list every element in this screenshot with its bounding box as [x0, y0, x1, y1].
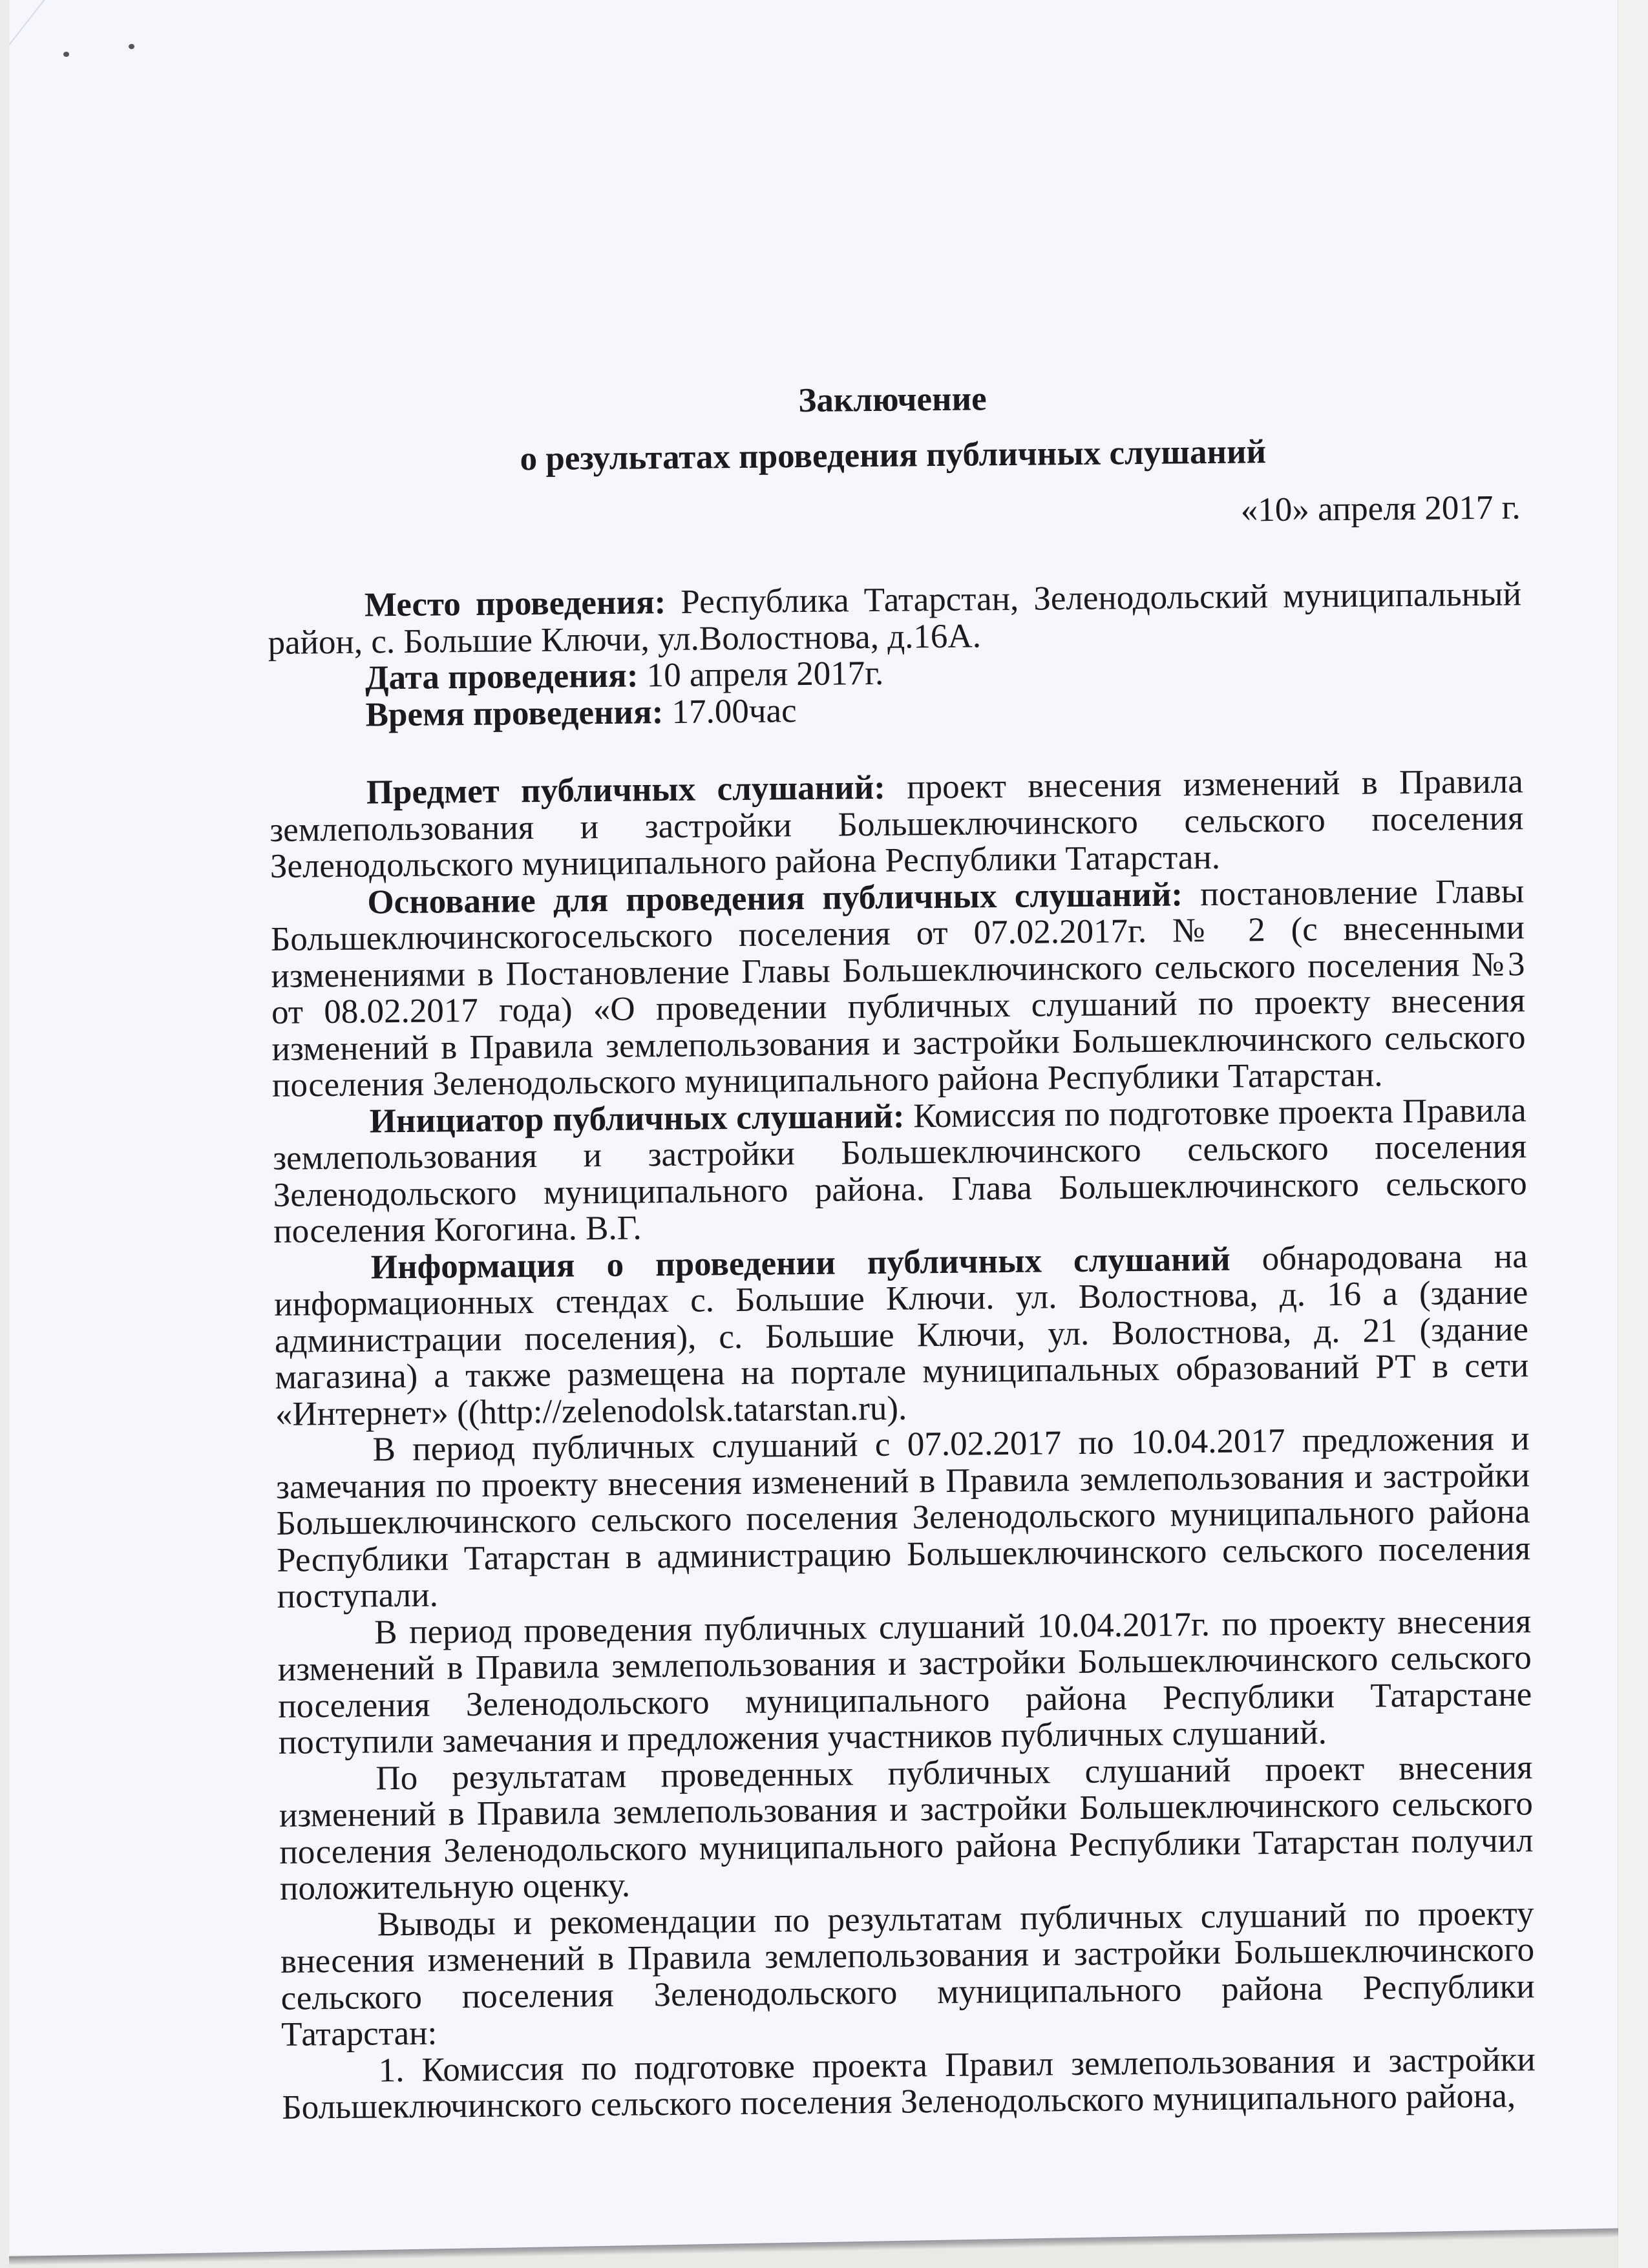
- information-text: обнародована на информационных стендах с. Большие Ключи. ул. Волостнова, д. 16 а (здание администрации поселения), с. Большие Ключи, ул. Волостнова, д. 21 (здание магазина) а также размещена на портале муниципальных образований РТ в сети «Интернет» ((http://zelenodolsk.tatarstan.ru).: [274, 1237, 1529, 1433]
- basis-text: постановление Главы Большеключинскогосельского поселения от 07.02.2017г. № 2 (с внесенными изменениями в Постановление Главы Большеключинского сельского поселения №3 от 08.02.2017 года) «О проведении публичных слушаний по проекту внесения изменений в Правила землепользования и застройки Большеключинского сельского поселения Зеленодольского муниципального района Республики Татарстан.: [270, 872, 1526, 1104]
- information-paragraph: [274, 1238, 1530, 1433]
- subject-paragraph: [269, 763, 1525, 885]
- information-label: Информация о проведении публичных слушаний: [370, 1240, 1231, 1286]
- body-paragraph: По результатам проведенных публичных слушаний проект внесения изменений в Правила землепользования и застройки Большеключинского сельского поселения Зеленодольского муниципального района Республики Татарстан получил положительную оценку.: [279, 1748, 1534, 1907]
- scanner-bed-right: [1618, 0, 1648, 2268]
- subject-text: проект внесения изменений в Правила землепользования и застройки Большеключинского сельского поселения Зеленодольского муниципального района Республики Татарстан.: [269, 762, 1524, 885]
- body-paragraph: В период проведения публичных слушаний 10.04.2017г. по проекту внесения изменений в Правила землепользования и застройки Большеключинского сельского поселения Зеленодольского муниципального района Республики Татарстане поступили замечания и предложения участников публичных слушаний.: [277, 1602, 1532, 1761]
- document-date: «10» апреля 2017 г.: [1240, 488, 1521, 529]
- document-subtitle: о результатах проведения публичных слушаний: [520, 433, 1267, 478]
- body-paragraph: В период публичных слушаний с 07.02.2017 по 10.04.2017 предложения и замечания по проекту внесения изменений в Правила землепользования и застройки Большеключинского сельского поселения Зеленодольского муниципального района Республики Татарстан в администрацию Большеключинского сельского поселения поступали.: [275, 1420, 1531, 1615]
- initiator-text: Комиссия по подготовке проекта Правила землепользования и застройки Большеключинского сельского поселения Зеленодольского муниципального района. Глава Большеключинского сельского поселения Когогина. В.Г.: [272, 1091, 1527, 1250]
- subject-label: Предмет публичных слушаний:: [366, 768, 886, 812]
- basis-paragraph: [270, 873, 1526, 1104]
- place-field: [268, 576, 1522, 661]
- staple-hole-icon: [63, 52, 69, 57]
- place-value: Республика Татарстан, Зеленодольский муниципальный район, с. Большие Ключи, ул.Волостнова, д.16А.: [268, 575, 1522, 662]
- initiator-paragraph: [272, 1092, 1527, 1250]
- time-label: Время проведения:: [365, 693, 664, 734]
- list-item: 1. Комиссия по подготовке проекта Правил землепользования и застройки Большеключинского сельского поселения Зеленодольского муниципального района,: [282, 2040, 1536, 2126]
- scanner-bed-left: [0, 0, 9, 2268]
- body-paragraph: Выводы и рекомендации по результатам публичных слушаний по проекту внесения изменений в Правила землепользования и застройки Большеключинского сельского поселения Зеленодольского муниципального района Республики Татарстан:: [280, 1894, 1535, 2053]
- folded-corner-crease: [0, 0, 227, 214]
- staple-hole-icon: [129, 44, 134, 49]
- time-value: 17.00час: [663, 691, 797, 731]
- hearing-details: [268, 576, 1523, 734]
- main-text: [269, 763, 1536, 2126]
- place-label: Место проведения:: [364, 583, 666, 624]
- date-label: Дата проведения:: [364, 656, 639, 697]
- initiator-label: Инициатор публичных слушаний:: [369, 1097, 905, 1140]
- document-title: Заключение: [798, 380, 987, 420]
- date-value: 10 апреля 2017г.: [638, 654, 884, 695]
- basis-label: Основание для проведения публичных слушаний:: [367, 875, 1183, 921]
